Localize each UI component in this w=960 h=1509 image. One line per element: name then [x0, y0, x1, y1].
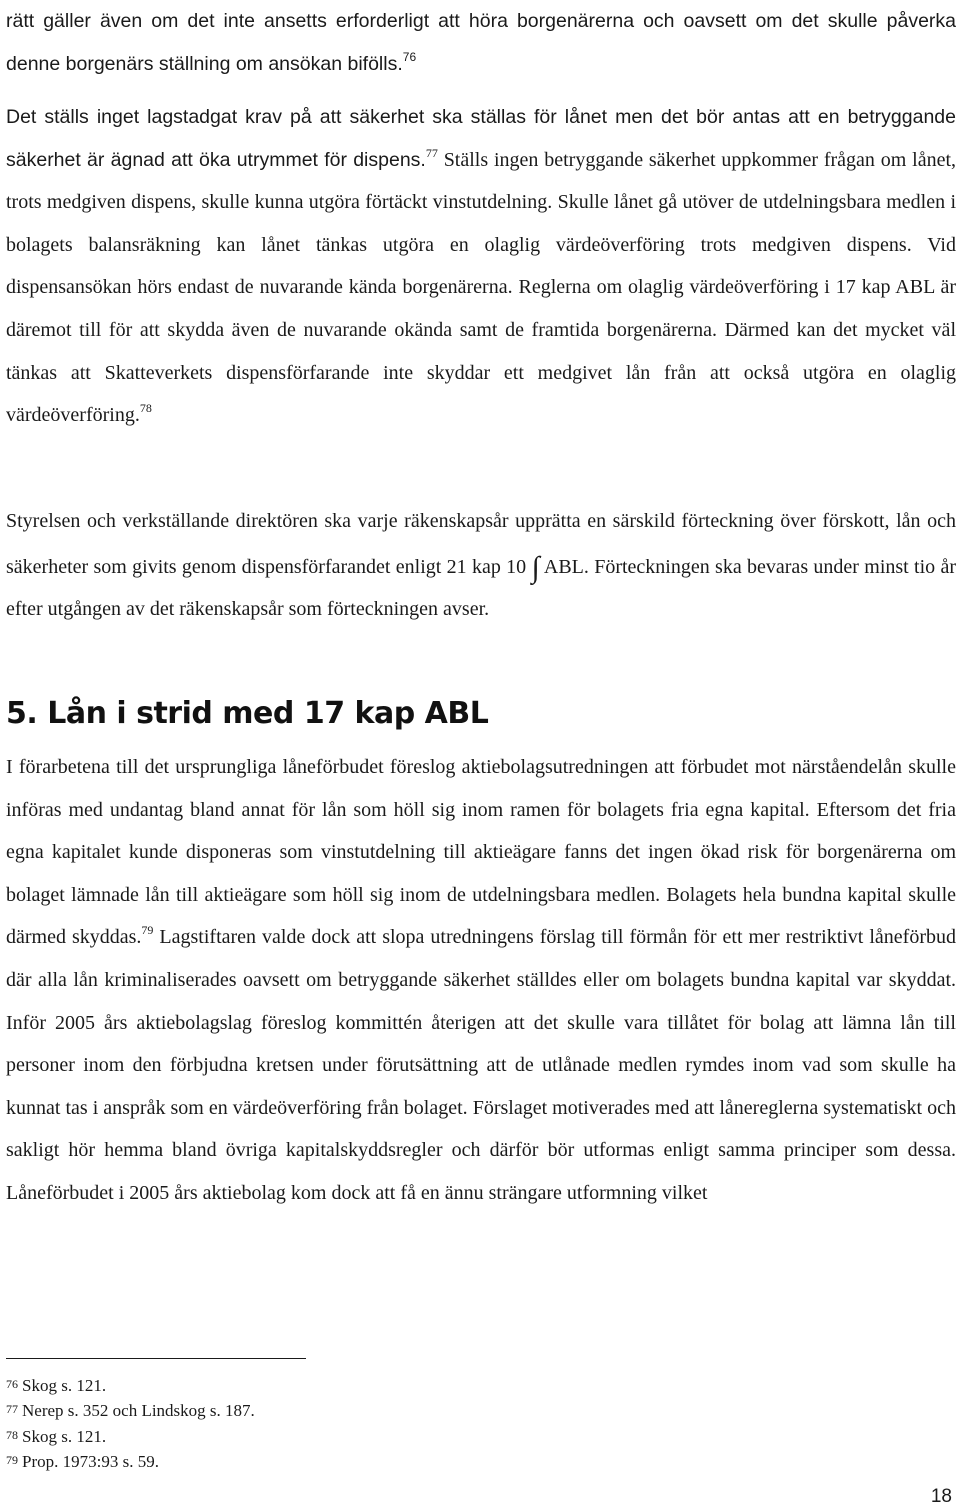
section-heading: 5. Lån i strid med 17 kap ABL	[6, 696, 489, 731]
paragraph-text: rätt gäller även om det inte ansetts erforderligt att höra borgenärerna och oavsett om det skulle påverka denne borgenärs ställning om ansökan bifölls.	[6, 10, 956, 75]
paragraph-text: Styrelsen och verkställande direktören ska varje räkenskapsår upprätta en särskild förteckning över förskott, lån och säkerheter som givits genom dispensförfarandet enligt 21 kap 10	[6, 510, 956, 578]
footnote-ref: 76	[402, 49, 417, 64]
paragraph-text: Det ställs inget lagstadgat krav på att säkerhet ska ställas för lånet men det bör antas att en betryggande säkerhet är ägnad att öka utrymmet för dispens.	[6, 106, 956, 171]
paragraph-text: ABL. Förteckningen ska bevaras under minst tio år efter utgången av det räkenskapsår som förteckningen avser.	[6, 555, 956, 621]
footnote-number: 77	[6, 1402, 18, 1417]
footnote-text: Skog s. 121.	[22, 1426, 107, 1446]
paragraph-continued	[6, 0, 956, 85]
paragraph-register	[6, 500, 956, 631]
paragraph-text: I förarbetena till det ursprungliga låneförbudet föreslog aktiebolagsutredningen att förbudet mot närståendelån skulle införas med undantag bland annat för lån som höll sig inom ramen för bolagets fria egna kapital. Eftersom det fria egna kapitalet kunde disponeras som vinstutdelning till aktieägare fanns det ingen ökad risk för borgenärerna om bolaget lämnade lån till aktieägare som höll sig inom de utdelningsbara medlen. Bolagets hela bundna kapital skulle därmed skyddas.	[6, 756, 956, 949]
paragraph-security-requirement	[6, 96, 956, 437]
footnote-text: Nerep s. 352 och Lindskog s. 187.	[22, 1401, 255, 1421]
footnote-item	[6, 1399, 255, 1424]
paragraph-history	[6, 746, 956, 1215]
footnote-number: 76	[6, 1377, 18, 1391]
footnote-text: Prop. 1973:93 s. 59.	[22, 1452, 159, 1472]
footnote-text: Skog s. 121.	[22, 1376, 107, 1395]
footnote-ref: 79	[141, 923, 154, 938]
paragraph-text: Ställs ingen betryggande säkerhet uppkommer frågan om lånet, trots medgiven dispens, skulle kunna utgöra förtäckt vinstutdelning. Skulle lånet gå utöver de utdelningsbara medlen i bolagets balansräkning kan lånet tänkas utgöra en olaglig värdeöverföring trots medgiven dispens. Vid dispensansökan hörs endast de nuvarande kända borgenärerna. Reglerna om olaglig värdeöverföring i 17 kap ABL är däremot till för att skydda även de nuvarande okända samt de framtida borgenärerna. Därmed kan det mycket väl tänkas att Skatteverkets dispensförfarande inte skyddar ett medgivet lån från att också utgöra en olaglig värdeöverföring.	[6, 148, 957, 427]
page-number: 18	[930, 1486, 952, 1507]
paragraph-text: Lagstiftaren valde dock att slopa utredningens förslag till förmån för ett mer restriktivt låneförbud där alla lån kriminaliserades oavsett om betryggande säkerhet ställdes eller om bolagets bundna kapital var skyddat. Inför 2005 års aktiebolagslag föreslog kommittén återigen att det skulle vara tillåtet för bolag att lämna lån till personer inom den förbjudna kretsen under förutsättning att de utlånade medlen rymdes inom vad som skulle ha kunnat tas i anspråk som en värdeöverföring från bolaget. Förslaget motiverades med att lånereglerna systematiskt och sakligt hör hemma bland övriga kapitalskyddsregler och därför bör utformas enligt samma principer som dessa. Låneförbudet i 2005 års aktiebolag kom dock att få en ännu strängare utformning vilket	[6, 926, 956, 1204]
footnote-divider	[6, 1358, 306, 1359]
footnote-number: 78	[6, 1427, 18, 1442]
footnote-ref: 78	[139, 401, 152, 416]
section-mark: ∫	[531, 550, 540, 584]
footnote-item	[6, 1374, 255, 1399]
footnote-item	[6, 1425, 255, 1450]
footnote-number: 79	[6, 1453, 18, 1468]
footnote-ref: 77	[425, 145, 438, 160]
footnote-item	[6, 1450, 255, 1475]
footnote-list	[6, 1374, 255, 1476]
